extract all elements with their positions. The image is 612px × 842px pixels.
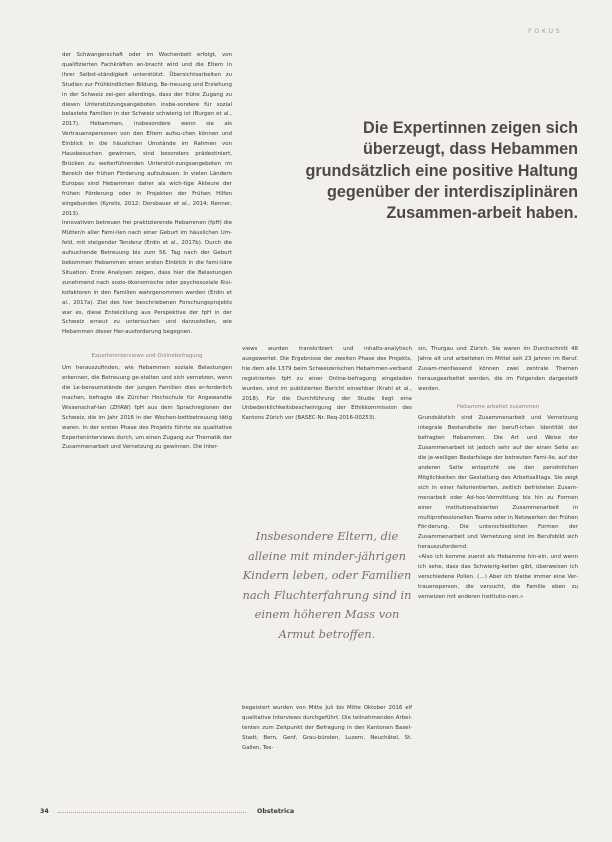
publication-name: Obstetrica (257, 808, 295, 815)
body-paragraph: Um herauszufinden, wie Hebammen soziale Belastungen erkennen, die Betreuung ge-stalten und sich vernetzen, wenn die Le-bensumstände der jungen Familien dies er-forderlich machen, befragte die Zürcher Hochschule für Angewandte Wissenschaf-ten (ZHAW) fpH aus dem Sprachregionen der Schweiz, die im Jahr 2016 in der Wochen-bettbetreuung tätig waren. In der ersten Phase des Projekts führte sie qualitative Experteninterviews durch, um einen Zugang zur Thematik der Zusammenarbeit und Vernetzung zu gewinnen. Die Inter- (62, 365, 232, 451)
column-3 (418, 345, 578, 603)
running-head: FOKUS (528, 27, 562, 35)
column-1 (62, 51, 232, 453)
page-footer (40, 808, 562, 820)
column-2-bottom (242, 704, 412, 754)
section-subheading: Experteninterviews und Onlinebefragung (91, 353, 203, 360)
body-paragraph: der Schwangerschaft oder im Wochenbett erfolgt, von qualifizierten Fachkräften an-bracht wird und die Eltern in ihrer Selbst-ständigkeit unterstützt. Übersichtsarbeiten zu Studien zur Frühkindlichen Bildung, Be-treuung und Erziehung in der Schweiz zei-gen allerdings, dass der frühe Zugang zu diesen Unterstützungsangeboten insbe-sondere für sozial belastete Familien in der Schweiz schwierig ist (Burgen et al., 2017). Hebammen, insbesondere wenn sie als Vertrauenspersonen von den Eltern aufsu-chen können und Einblick in die häuslichen Umstände im Rahmen von Hausbesuchen gewinnen, sind besonders prädestiniert, Brücken zu weiterführenden Unterstüt-zungsangeboten im Bereich der frühen Förderung aufzubauen. In vielen Ländern Europas sind Hebammen daher als wich-tige Akteure der frühen Förderung oder in Projekten der Frühen Hilfen eingebunden (Kyrelis, 2012; Dorsbauer et al., 2014; Renner, 2013). (62, 52, 232, 217)
body-paragraph: Innovativen betreuen frei praktizierende Hebammen (fpH) die Mütter/n aller Fami-lien nach einer Geburt im häuslichen Um-feld, mit steigender Tendenz (Erdin et al., 2017b). Durch die aufsuchende Betreuung bis zum 56. Tag nach der Geburt bekommen Hebammen einen ersten Einblick in die fami-liäre Situation. Erste Analysen zeigen, dass hier die Belastungen zunehmend nach sozio-ökonomische oder psychosoziale Risi-kofaktoren in den Familien wahrgenommen werden (Erdin et al., 2017a). Ziel des hier beschriebenen Forschungsprojekts war es, diese Entwicklung aus Perspektive der fpH in der Schweiz erneut zu untersuchen und darzustellen, wie Hebammen dieser Her-ausforderung begegnen. (62, 220, 232, 336)
footer-rule (58, 812, 246, 813)
section-subheading: Hebamme arbeitet zusammen (456, 403, 540, 410)
page-number: 34 (40, 808, 49, 815)
body-paragraph: views wurden transkribiert und inhalts-analytisch ausgewertet. Die Ergebnisse der zweiten Phase des Projekts, hie dem alle 1379 beim Schweizerischen Hebammen-verband registrierten fpH zu einer Online-befragung eingeladen wurden, sind im publizierten Bericht einsehbar (Krahl et al., 2018). Für die Durchführung der Studie liegt eine Unbedenklichkeitsbescheinigung der Ethikkommission des Kantons Zürich vor (BASEC-Nr. Req-2016-00253). (242, 346, 412, 422)
column-2-top (242, 345, 412, 424)
body-paragraph: Grundsätzlich sind Zusammenarbeit und Vernetzung integrale Bestandteile der berufl-ichen Identität der befragten Hebammen. Die Art und Weise der Zusammenarbeit ist jedoch sehr auf der einen Seite an die je-weiligen Bedarfslage der betreuten Fami-lie, auf der anderen Seite entspricht sie den persönlichen Möglichkeiten der Gestaltung des Arbeitsalltags. Sie zeigt sich in einer fallorientierten, zeitlich befristeten Zusam-menarbeit oder Ad-hoc-Vermittlung bis hin zu Formen einer institutionalisierten Zusammenarbeit in multiprofessionellen Teams oder in Netzwerken der Frühen För-derung. Die unterschiedlichen Formen der Zusammenarbeit und Vernetzung sind im Berufsbild sich herauszufordernd. (418, 415, 578, 551)
body-paragraph: sin, Thurgau und Zürich. Sie waren im Durchschnitt 48 Jahre alt und arbeiteten im Mittel seit 23 Jahren im Beruf. Zusam-menfassend können zwei zentrale Themen herausgearbeitet werden, die im Folgenden dargestellt werden. (418, 346, 578, 392)
italic-quote: Insbesondere Eltern, die alleine mit minder-jährigen Kindern leben, oder Familien nach Fluchterfahrung sind in einem höheren Mass von Armut betroffen. (242, 529, 412, 641)
body-paragraph: begeistert wurden von Mitte Juli bis Mitte Oktober 2016 elf qualitative Interviews durchgeführt. Die teilnehmenden Arbei-tenten zum Zeitpunkt der Befragung in den Kantonen Basel-Stadt, Bern, Genf, Grau-bünden, Luzern, Neuchâtel, St. Gallen, Tes- (242, 705, 412, 751)
pull-quote: Die Expertinnen zeigen sich überzeugt, dass Hebammen grundsätzlich eine positive Haltung gegenüber der interdisziplinären Zusammen-arbeit haben. (305, 119, 578, 223)
body-paragraph: «Also ich komme zuerst als Hebamme hin-ein, und wenn ich sehe, dass das Schwierig-keiten gibt, überweisen ich verschiedene Pollen. (…) Aber ich bleibe immer eine Ver-trauensperson, die versucht, die Familie eben zu vernetzen mit anderen Institutio-nen.» (418, 554, 578, 600)
